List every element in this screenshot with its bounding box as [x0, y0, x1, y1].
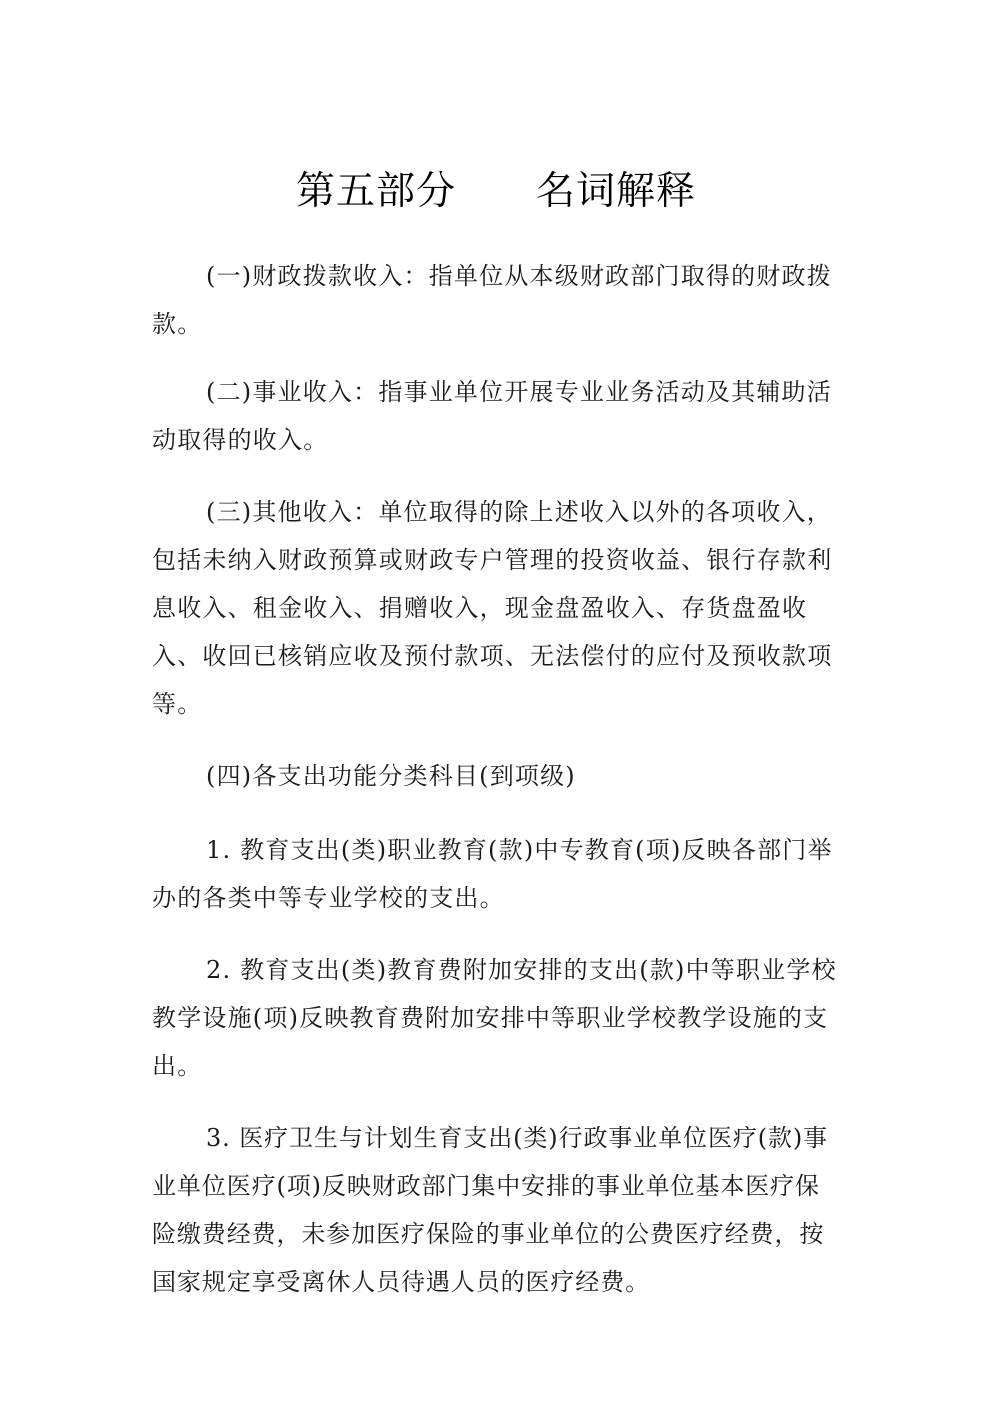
page-title: 第五部分 名词解释: [295, 169, 696, 214]
paragraph-other-income: (三)其他收入：单位取得的除上述收入以外的各项收入，包括未纳入财政预算或财政专户管理的投资收益、银行存款利息收入、租金收入、捐赠收入，现金盘盈收入、存货盘盈收入、收回已核销应收及预付款项、无法偿付的应付及预收款项等。: [152, 498, 833, 718]
paragraph-item-2: 2. 教育支出(类)教育费附加安排的支出(款)中等职业学校教学设施(项)反映教育费附加安排中等职业学校教学设施的支出。: [152, 956, 837, 1080]
paragraph-item-1: 1. 教育支出(类)职业教育(款)中专教育(项)反映各部门举办的各类中等专业学校的支出。: [152, 836, 833, 912]
paragraph-business-income: (二)事业收入：指事业单位开展专业业务活动及其辅助活动取得的收入。: [152, 378, 832, 454]
paragraph-expenditure-categories: (四)各支出功能分类科目(到项级): [206, 762, 576, 790]
paragraph-item-3: 3. 医疗卫生与计划生育支出(类)行政事业单位医疗(款)事业单位医疗(项)反映财政部门集中安排的事业单位基本医疗保险缴费经费，未参加医疗保险的事业单位的公费医疗经费，按国家规定享受离休人员待遇人员的医疗经费。: [152, 1124, 829, 1296]
paragraph-fiscal-appropriation-income: (一)财政拨款收入：指单位从本级财政部门取得的财政拨款。: [152, 262, 832, 338]
